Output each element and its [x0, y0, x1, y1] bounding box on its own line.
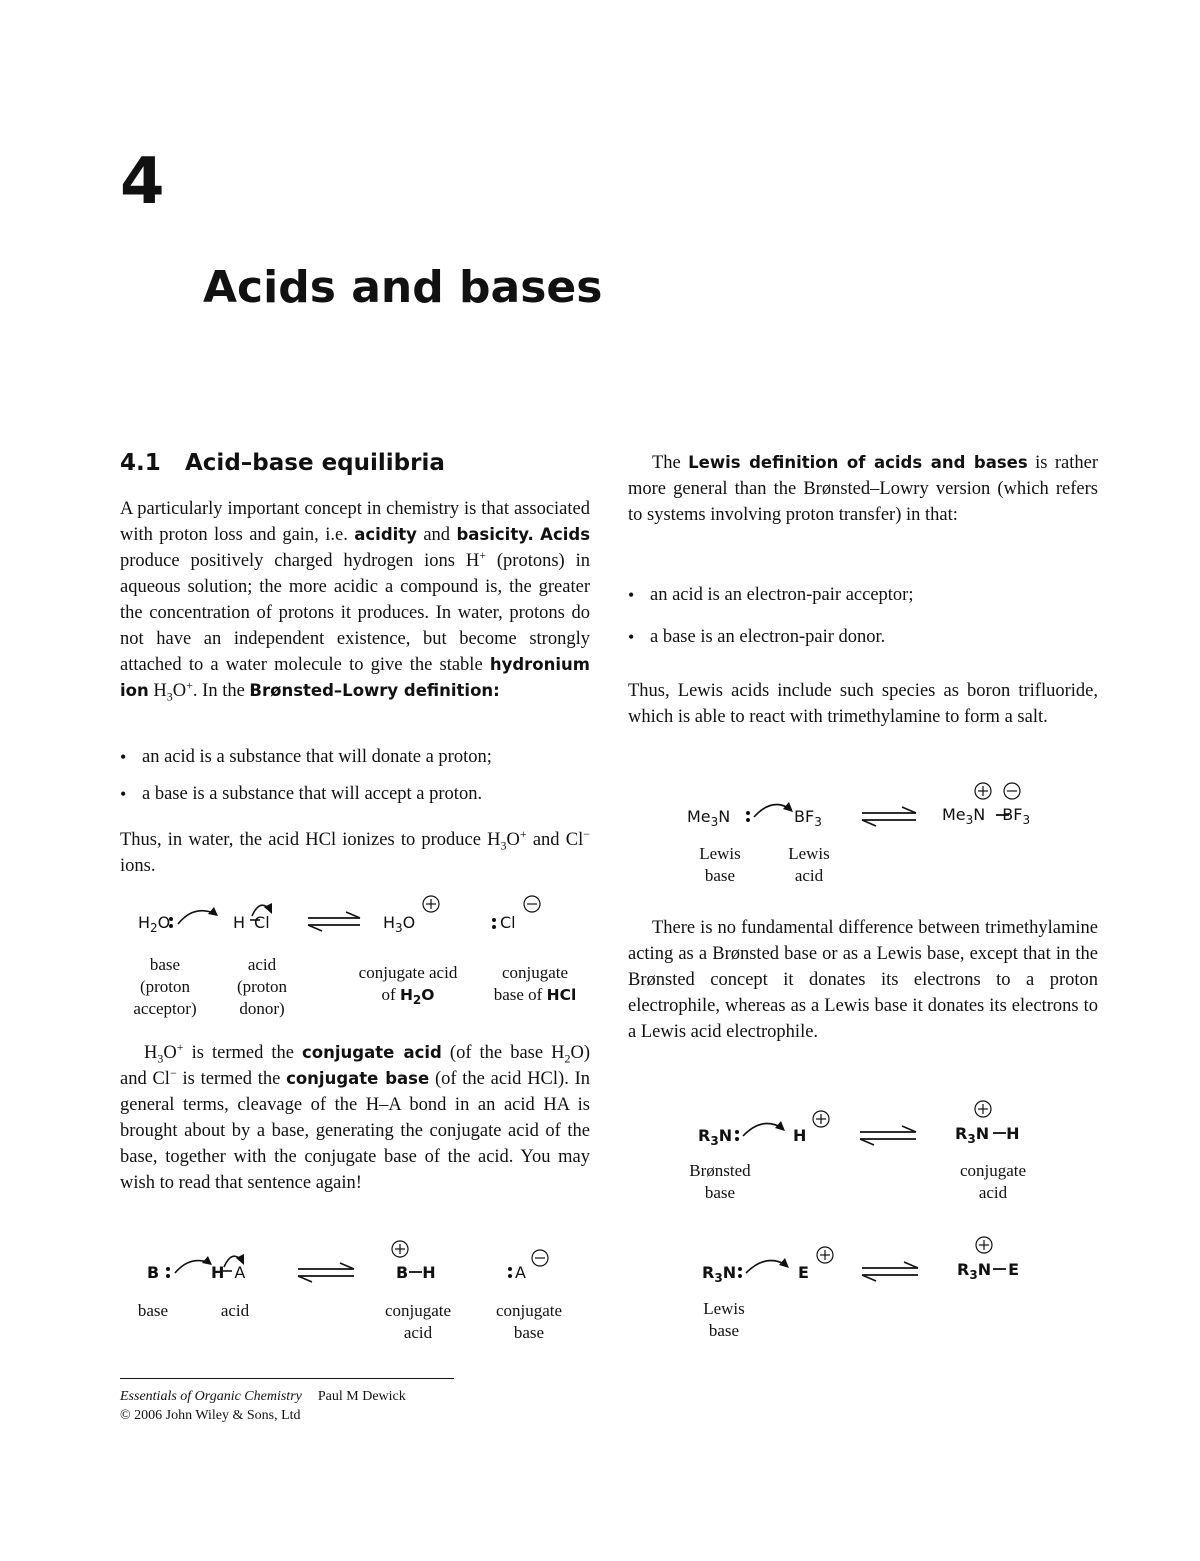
chapter-title: Acids and bases — [203, 262, 603, 313]
molecule-chloride: Cl — [500, 913, 516, 932]
label-conjugate-acid-ammonium: conjugate acid — [959, 1161, 1027, 1202]
right-bullets — [628, 582, 1098, 650]
label-base-proton-acceptor: base (proton acceptor) — [133, 955, 197, 1018]
molecule-hcl: H Cl — [233, 913, 270, 932]
chapter-number: 4 — [120, 145, 165, 219]
molecule-amine: $R_3N$ — [698, 1126, 733, 1149]
scheme-me3n-bf3 — [680, 775, 1100, 890]
molecule-ha: H A — [211, 1263, 246, 1282]
term-acidity: acidity — [354, 525, 417, 544]
left-column-intro — [120, 496, 590, 704]
molecule-electrophile: E — [798, 1263, 809, 1282]
label-acid-proton-donor: acid (proton donor) — [236, 955, 288, 1018]
molecule-bh: B H — [396, 1263, 436, 1282]
left-bullets — [120, 744, 590, 807]
lewis-definition-paragraph: The Lewis definition of acids and bases is rather more general than the Brønsted–Lowry version (which refers to systems involving proton transfer) in that: — [628, 453, 1098, 525]
section-heading — [120, 450, 445, 476]
bullet-base-accept: • a base is a substance that will accept a proton. — [120, 781, 590, 807]
label-conjugate-base-of-hcl: conjugate base of HCl — [493, 963, 577, 1004]
scheme-r3n-h-graphics — [680, 1100, 1100, 1160]
term-hydronium: hydronium ion — [120, 655, 590, 700]
scheme-r3n-electrophile — [680, 1236, 1100, 1346]
bullet-acid-acceptor: • an acid is an electron-pair acceptor; — [628, 582, 1098, 608]
scheme-bf3-graphics — [680, 775, 1100, 835]
scheme-r3n-e-graphics — [680, 1236, 1100, 1296]
conjugate-paragraph: $H_3O^+$ is termed the conjugate acid (of the base $H_2O$) and Cl− is termed the conjugate base (of the acid HCl). In general terms, cleavage of the H–A bond in an acid HA is brought about by a base, generating the conjugate acid of the base, together with the conjugate base of the acid. You may wish to read that sentence again! — [120, 1039, 590, 1193]
label-bronsted-base: Brønsted base — [689, 1161, 751, 1202]
term-bronsted-lowry: Brønsted–Lowry definition: — [249, 681, 500, 700]
label-base: base — [137, 1301, 169, 1320]
molecule-trimethylamine: $Me_3N$ — [687, 807, 731, 830]
molecule-proton: H — [793, 1126, 807, 1145]
thus-lewis-paragraph: Thus, Lewis acids include such species as boron trifluoride, which is able to react with trimethylamine to form a salt. — [628, 681, 1098, 727]
label-conjugate-acid-of-water: conjugate acid of $H_2O$ — [358, 963, 458, 1008]
molecule-adduct-e: $R_3N$ E — [957, 1260, 1020, 1283]
molecule-b: B — [147, 1263, 160, 1282]
term-lewis-definition: Lewis definition of acids and bases — [688, 453, 1028, 472]
label-lewis-base: Lewis base — [699, 844, 741, 885]
molecule-a-minus: A — [515, 1263, 526, 1282]
label-conjugate-base: conjugate base — [495, 1301, 563, 1342]
scheme-hcl-graphics — [120, 890, 600, 950]
scheme-general-graphics — [120, 1235, 600, 1295]
label-conjugate-acid: conjugate acid — [384, 1301, 452, 1342]
molecule-water: $H_2O$ — [138, 913, 171, 936]
scheme-hcl-ionization — [120, 890, 600, 1030]
molecule-adduct: $Me_3N$ $BF_3$ — [942, 805, 1031, 828]
molecule-bf3: $BF_3$ — [794, 807, 822, 830]
molecule-hydronium: $H_3O$ — [383, 913, 416, 936]
label-lewis-base-amine: Lewis base — [703, 1299, 745, 1340]
scheme-r3n-proton — [680, 1100, 1100, 1210]
molecule-ammonium: $R_3N$ H — [955, 1124, 1020, 1147]
label-acid: acid — [220, 1301, 250, 1320]
term-acids: Acids — [540, 525, 591, 544]
section-number: 4.1 — [120, 450, 161, 476]
term-conjugate-base: conjugate base — [286, 1069, 430, 1088]
copyright-line: © 2006 John Wiley & Sons, Ltd — [120, 1408, 301, 1423]
label-lewis-acid: Lewis acid — [788, 844, 830, 885]
bullet-acid-donate: • an acid is a substance that will donate a proton; — [120, 744, 590, 770]
intro-paragraph: A particularly important concept in chemistry is that associated with proton loss and gain, i.e. acidity and basicity. Acids produce positively charged hydrogen ions H+ (protons) in aqueous solution; the more acidic a compound is, the greater the concentration of protons it produces. In water, protons do not have an independent existence, but become strongly attached to a water molecule to give the stable hydronium ion $H_3O^+$. In the Brønsted–Lowry definition: — [120, 499, 591, 704]
no-difference-paragraph: There is no fundamental difference between trimethylamine acting as a Brønsted base or as a Lewis base, except that in the Brønsted concept it donates its electrons to a proton electrophile, whereas as a Lewis base it donates its electrons to a Lewis acid electrophile. — [628, 918, 1098, 1042]
term-conjugate-acid: conjugate acid — [302, 1043, 442, 1062]
page-footer — [120, 1378, 454, 1425]
left-thus-paragraph: Thus, in water, the acid HCl ionizes to produce $H_3O^+$ and Cl− ions. — [120, 826, 590, 876]
section-title: Acid–base equilibria — [185, 450, 445, 476]
book-author: Paul M Dewick — [317, 1389, 406, 1404]
bullet-base-donor: • a base is an electron-pair donor. — [628, 624, 1098, 650]
term-basicity: basicity. — [456, 525, 534, 544]
book-title: Essentials of Organic Chemistry — [120, 1389, 302, 1404]
molecule-amine-2: $R_3N$ — [702, 1263, 737, 1286]
scheme-general-acid-base — [120, 1235, 600, 1350]
